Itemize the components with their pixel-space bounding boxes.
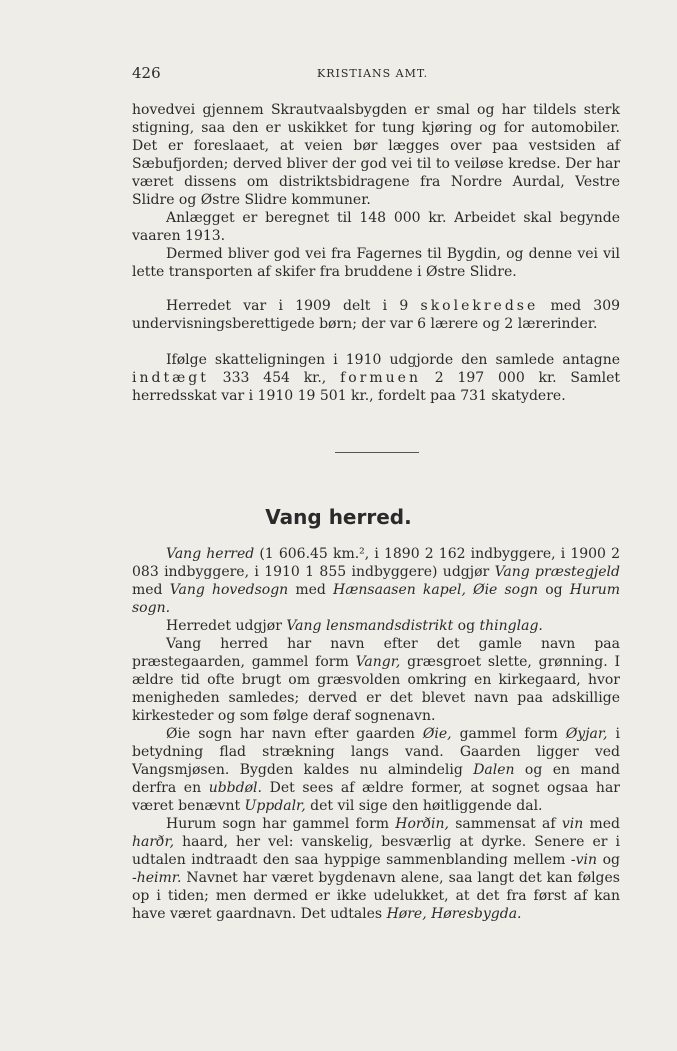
hurum-i1: Horðin, bbox=[395, 816, 449, 832]
taxes-spaced-wealth: formuen bbox=[340, 370, 421, 386]
hurum-t2: sammensat af bbox=[449, 816, 562, 832]
vang-section bbox=[132, 545, 620, 923]
oie-i1: Øie, bbox=[422, 726, 452, 742]
running-title: KRISTIANS AMT. bbox=[317, 67, 429, 80]
district-i2: thinglag. bbox=[479, 618, 543, 634]
hurum-i5: -heimr. bbox=[132, 870, 182, 886]
taxes-spaced-income: indtægt bbox=[132, 370, 209, 386]
vang-t1: (1 606.45 km.² bbox=[254, 546, 365, 562]
oie-paragraph bbox=[132, 725, 620, 815]
taxes-section bbox=[132, 351, 620, 405]
hurum-t6: Navnet har været bygdenavn alene, saa langt det kan følges op i tiden; men dermed er ikke udelukket, at det fra først af kan have været gaardnavn. Det udtales bbox=[132, 870, 620, 922]
vang-t2: , i 1890 2 162 indbyggere, i 1900 2 083 indbyggere, i 1910 1 855 indbyggere) udgjør bbox=[132, 546, 620, 580]
oie-t3: i betydning flad strækning langs vand. Gaarden ligger ved Vangsmjøsen. Bygden kaldes nu almindelig bbox=[132, 726, 620, 778]
hurum-t3: med bbox=[583, 816, 620, 832]
cost-paragraph: Anlægget er beregnet til 148 000 kr. Arbeidet skal begynde vaaren 1913. bbox=[132, 210, 620, 244]
page-header bbox=[132, 64, 620, 86]
oie-i3: Dalen bbox=[473, 762, 515, 778]
oie-i4: ubbdøl. bbox=[208, 780, 262, 796]
oie-i2: Øyjar, bbox=[565, 726, 608, 742]
district-t2: og bbox=[453, 618, 480, 634]
oie-i5: Uppdalr, bbox=[244, 798, 306, 814]
district-i1: Vang lensmandsdistrikt bbox=[286, 618, 454, 634]
hurum-i2: vin bbox=[561, 816, 584, 832]
origin-t1: Vang herred har navn efter det gamle navn paa præstegaarden, gammel form bbox=[132, 636, 620, 670]
page-number: 426 bbox=[132, 64, 161, 82]
taxes-pre: Ifølge skatteligningen i 1910 udgjorde den samlede antagne bbox=[166, 352, 620, 368]
roads-section bbox=[132, 101, 620, 281]
schools-paragraph bbox=[132, 297, 620, 333]
vang-intro-paragraph bbox=[132, 545, 620, 617]
vang-i3: Vang hovedsogn bbox=[169, 582, 289, 598]
schools-post: med 309 undervisningsberettigede børn; der var 6 lærere og 2 lærerinder. bbox=[132, 298, 621, 332]
transport-paragraph: Dermed bliver god vei fra Fagernes til Bygdin, og denne vei vil lette transporten af skifer fra bruddene i Østre Slidre. bbox=[132, 246, 620, 280]
name-origin-paragraph bbox=[132, 635, 620, 725]
oie-t1: Øie sogn har navn efter gaarden bbox=[166, 726, 423, 742]
vang-i1: Vang herred bbox=[166, 546, 255, 562]
origin-i1: Vangr, bbox=[355, 654, 401, 670]
hurum-i6: Høre, Høresbygda. bbox=[386, 906, 522, 922]
hurum-i3: harðr, bbox=[132, 834, 175, 850]
oie-t2: gammel form bbox=[451, 726, 566, 742]
taxes-income-value: 333 454 kr., bbox=[222, 370, 327, 386]
schools-section bbox=[132, 297, 620, 333]
section-heading: Vang herred. bbox=[265, 505, 412, 529]
vang-i5: Hurum sogn. bbox=[132, 582, 620, 616]
vang-i2: Vang præstegjeld bbox=[494, 564, 620, 580]
roads-paragraph: hovedvei gjennem Skrautvaalsbygden er smal og har tildels sterk stigning, saa den er uskikket for tung kjøring og for automobiler. Det er foreslaaet, at veien bør lægges over paa vestsiden af Sæbufjorden; derved bliver der god vei til to veiløse kredse. Der har været dissens om distriktsbidragene fra Nordre Aurdal, Vestre Slidre og Østre Slidre kommuner. bbox=[132, 102, 620, 208]
vang-t4: med bbox=[288, 582, 334, 598]
hurum-i4: -vin bbox=[570, 852, 598, 868]
schools-spaced: skolekredse bbox=[420, 298, 539, 314]
vang-i4: Hænsaasen kapel, Øie sogn bbox=[333, 582, 539, 598]
vang-t3: med bbox=[132, 582, 170, 598]
taxes-paragraph bbox=[132, 351, 620, 405]
hurum-paragraph bbox=[132, 815, 620, 923]
district-t1: Herredet udgjør bbox=[166, 618, 287, 634]
hurum-t5: og bbox=[597, 852, 620, 868]
taxes-post: 2 197 000 kr. Samlet herredsskat var i 1910 19 501 kr., fordelt paa 731 skatydere. bbox=[132, 370, 621, 404]
schools-pre: Herredet var i 1909 delt i 9 bbox=[166, 298, 409, 314]
vang-t5: og bbox=[538, 582, 570, 598]
oie-t6: det vil sige den høitliggende dal. bbox=[305, 798, 543, 814]
oie-t4: og en mand derfra en bbox=[132, 762, 620, 796]
hurum-t4: haard, her vel: vanskelig, besværlig at dyrke. Senere er i udtalen indtraadt den saa hyppige sammenblanding mellem bbox=[132, 834, 620, 868]
section-divider bbox=[335, 452, 419, 453]
hurum-t1: Hurum sogn har gammel form bbox=[166, 816, 396, 832]
origin-t2: græsgroet slette, grønning. I ældre tid ofte brugt om græsvolden omkring en kirkegaard, hvor menigheden samledes; derved er det blevet navn paa adskillige kirkesteder og som følge deraf sognenavn. bbox=[132, 654, 620, 724]
oie-t5: Det sees af ældre former, at sognet ogsaa har været benævnt bbox=[132, 780, 620, 814]
district-paragraph bbox=[132, 617, 620, 635]
